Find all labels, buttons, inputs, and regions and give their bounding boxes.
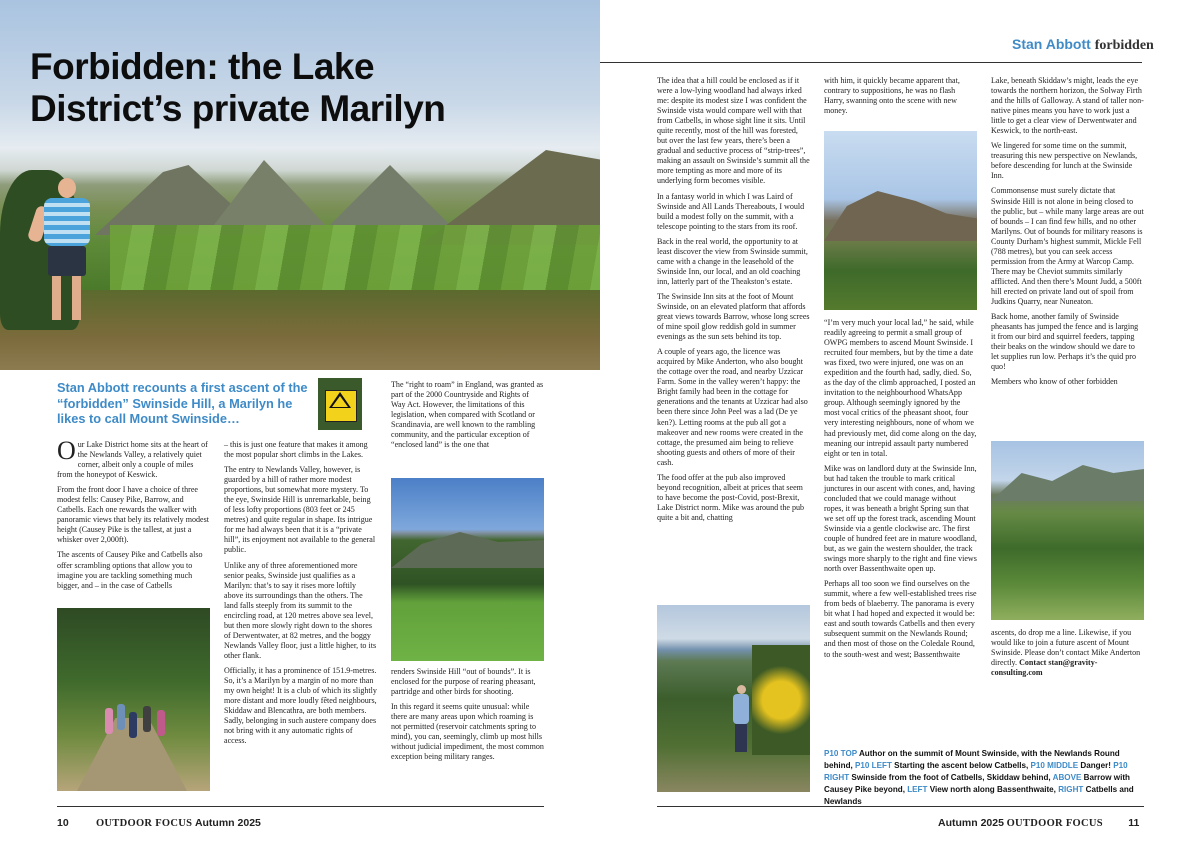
ridge-shape xyxy=(991,461,1144,501)
walker-figure xyxy=(105,708,113,734)
text-column-5-continued xyxy=(824,318,977,665)
paragraph: A couple of years ago, the licence was acquired by Mike Anderton, who also bought the cottage over the road, and nearby Uzzicar Farm. Some in the valley weren’t happy: the Bright family had been in the cottage for generations and the tenants at Uzzicar had also been there since John Peel was a lad (De ye ken?). Letting rooms at the pub all got a makeover and new rooms were created in the cottage, the presumed aim being to relieve shooting guests and others of more of their cash. xyxy=(657,347,808,467)
paragraph-text: ur Lake District home sits at the heart of the Newlands Valley, a relatively quiet corner, albeit only a couple of miles from the honeypot of Keswick. xyxy=(57,440,208,480)
paragraph: Commonsense must surely dictate that Swinside Hill is not alone in being closed to the public, but – while many large areas are out of bounds – I can find few hills, and no other Marilyns. Out of bounds for military reasons is County Durham’s highest summit, Mickle Fell (788 metres), but you can seek access permission from the Army at Warcop Camp. There may be Cheviot summits similarly afflicted. And then there’s Mount Judd, a 500ft hill erected on private land out of spoil from Judkins Quarry, near Nuneaton. xyxy=(991,186,1144,306)
paragraph: Officially, it has a prominence of 151.9-metres. So, it’s a Marilyn by a margin of no more than my own height! It is a club of which its slightly more distant and more loudly fêted neighbours, Skiddaw and Blencathra, are both members. Sadly, belonging in such austere company does not bring with it any automatic rights of access. xyxy=(224,665,377,746)
walker-figure xyxy=(731,685,751,755)
paragraph: renders Swinside Hill “out of bounds”. It is enclosed for the purpose of rearing pheasant, partridge and other birds for shooting. xyxy=(391,667,536,697)
hill-shape xyxy=(391,528,544,568)
paragraph: “I’m very much your local lad,” he said, while readily agreeing to permit a small group of OWPG members to ascend Mount Swinside. I recruited four members, but by the time a date was fixed, two were injured, one was on an expedition and the fourth had, sadly, died. So, as the day of the climb approached, I posted an invitation to the neighbourhood WhatsApp group. Although seemingly ignored by the most vocal critics of the pheasant shoot, four very interesting neighbours, none of whom we had previously met, did come along on the day, meaning our intrepid assault party numbered eight or ten in total. xyxy=(824,318,977,458)
drop-cap: O xyxy=(57,436,76,465)
caption-text: Barrow with Causey Pike beyond, xyxy=(824,773,1130,794)
magazine-name: OUTDOOR FOCUS xyxy=(1006,818,1103,829)
paragraph: Members who know of other forbidden xyxy=(991,377,1118,387)
photo-bassenthwaite-view xyxy=(657,605,810,792)
paragraph: In this regard it seems quite unusual: while there are many areas upon which roaming is not permitted (reservoir catchments spring to mind), you can, seemingly, climb up most hills without judicial impediment, the most common exception being military ranges. xyxy=(391,702,544,762)
walker-figure xyxy=(157,710,165,736)
paragraph: In a fantasy world in which I was Laird of Swinside and All Lands Thereabouts, I would build a modest folly on the summit, with a telescope pointing to the stars from its roof. xyxy=(657,191,805,231)
caption-text: Catbells and Newlands xyxy=(824,785,1134,806)
caption-key: P10 MIDDLE xyxy=(1030,761,1079,770)
photo-walkers-on-track xyxy=(57,608,210,791)
photo-swinside-hill xyxy=(391,478,544,661)
caption-text: Author on the summit of Mount Swinside, with the Newlands Round behind, xyxy=(824,749,1120,770)
caption-text: Swinside from the foot of Catbells, Skiddaw behind, xyxy=(849,773,1053,782)
paragraph xyxy=(991,628,1144,678)
top-rule xyxy=(600,62,1142,63)
author-figure xyxy=(30,178,102,328)
paragraph: Unlike any of three aforementioned more senior peaks, Swinside just qualifies as a Marilyn: that’s to say it rises more loftily above its surroundings than the others. The land falls steeply from its summit to the encircling road, at 120 metres above sea level, but then more slowly right down to the shores of Derwentwater, at 82 metres, and the boggy Newlands Valley floor, just a little higher, to its other flank. xyxy=(224,560,377,660)
caption-key: P10 LEFT xyxy=(855,761,892,770)
danger-sign-photo xyxy=(318,378,362,430)
headline xyxy=(30,46,460,130)
text-column-3 xyxy=(391,380,544,455)
mountain-shape xyxy=(210,160,330,230)
page-number: 11 xyxy=(1128,817,1140,829)
paragraph: Back in the real world, the opportunity to at least discover the view from Swinside summit, came with a change in the leasehold of the Swinside Inn, our local, and an old coaching inn, latterly part of the Theakston’s estate. xyxy=(657,236,808,286)
text-column-4 xyxy=(657,76,810,528)
paragraph: with him, it quickly became apparent that, contrary to suppositions, he was no flash Harry, swanning onto the scene with new money. xyxy=(824,76,960,116)
paragraph-text: ascents, do drop me a line. Likewise, if you would like to join a future ascent of Mount Swinside. Please don’t contact Mike Anderton directly. xyxy=(991,628,1141,668)
photo-barrow-causey-pike xyxy=(824,131,977,310)
paragraph: The entry to Newlands Valley, however, is guarded by a hill of rather more modest proportions, but somewhat more mystery. To the eye, Swinside Hill is unremarkable, being of less lofty proportions (803 feet or 245 metres) and quite regular in shape. Its intrigue for me had always been that it is a “private hill”, its enjoyment not available to the general public. xyxy=(224,465,376,555)
caption-key: P10 TOP xyxy=(824,749,857,758)
text-column-3-continued xyxy=(391,667,544,767)
paragraph: We lingered for some time on the summit, treasuring this new perspective on Newlands, before descending for lunch at the Swinside Inn. xyxy=(991,141,1138,181)
standfirst: Stan Abbott recounts a first ascent of the “forbidden” Swinside Hill, a Marilyn he likes to call Mount Swinside… xyxy=(57,380,308,426)
caption-text: Danger! xyxy=(1078,761,1114,770)
headline-line-1: Forbidden: the Lake xyxy=(30,46,375,87)
running-head-section: forbidden xyxy=(1094,38,1154,53)
ridge-shape xyxy=(824,191,977,241)
contact-line: Contact stan@gravity-consulting.com xyxy=(991,658,1098,678)
caption-key: RIGHT xyxy=(1058,785,1084,794)
gorse-bush xyxy=(752,645,810,755)
paragraph: The ascents of Causey Pike and Catbells also offer scrambling options that allow you to imagine you are tackling something much bigger, and – in the case of Catbells xyxy=(57,550,203,590)
paragraph: From the front door I have a choice of three modest fells: Causey Pike, Barrow, and Catbells. Each one rewards the walker with panoramic views that bely its relatively modest height (Causey Pike is the tallest, at just a whisker over 2,000ft). xyxy=(57,485,209,545)
paragraph: Mike was on landlord duty at the Swinside Inn, but had taken the trouble to mark critical junctures in our ascent with cones, and, having concluded that we could manage without ropes, it was beneath a bright Spring sun that we set off up the forest track, ascending Mount Swinside via a gentle clockwise arc. The first couple of hundred feet are in mature woodland, but, as we gain the western shoulder, the track swings more sharply to the right and fine views north over Bassenthwaite open up. xyxy=(824,463,977,574)
text-column-6-continued xyxy=(991,628,1144,683)
walker-figure xyxy=(143,706,151,732)
footer-rule-right xyxy=(657,806,1144,807)
footer-left xyxy=(57,817,261,829)
paragraph: Back home, another family of Swinside pheasants has jumped the fence and is larging it from our bird and squirrel feeders, tapping their beaks on the window should we dare to let supplies run low. Perhaps it’s the quid pro quo! xyxy=(991,312,1139,372)
headline-line-2: District’s private Marilyn xyxy=(30,88,446,129)
walker-figure xyxy=(129,712,137,738)
footer-right xyxy=(938,817,1139,829)
caption-key: LEFT xyxy=(907,785,928,794)
magazine-name: OUTDOOR FOCUS xyxy=(95,818,193,829)
text-column-5 xyxy=(824,76,977,121)
issue-date: Autumn 2025 xyxy=(938,817,1004,829)
paragraph: – this is just one feature that makes it among the most popular short climbs in the Lakes. xyxy=(224,440,368,460)
caption-text: Starting the ascent below Catbells, xyxy=(891,761,1031,770)
caption-text: View north along Bassenthwaite, xyxy=(927,785,1059,794)
photo-captions xyxy=(824,748,1146,808)
mountain-shape xyxy=(330,165,450,225)
paragraph: The “right to roam” in England, was granted as part of the 2000 Countryside and Rights of Way Act. However, the limitations of this legislation, when compared with Scotland or Scandinavia, are well known to the rambling community, and the particular exception of “enclosed land” is the one that xyxy=(391,380,544,450)
paragraph: The Swinside Inn sits at the foot of Mount Swinside, on an elevated platform that affords great views towards Barrow, whose long screes of mine spoil glow reddish gold in summer evenings as the sun sets behind its top. xyxy=(657,291,810,342)
page-number: 10 xyxy=(57,817,69,829)
paragraph: Perhaps all too soon we find ourselves on the summit, where a few well-established trees rise from beds of blaeberry. The panorama is every bit what I had hoped and expected it would be: east and south towards Catbells and then every subsequent summit on the Newlands Round; and then most of those on the Coledale Round, to the south-west and west; Bassenthwaite xyxy=(824,579,977,659)
paragraph: The idea that a hill could be enclosed as if it were a low-lying woodland had always irked me: despite its modest size I was confident the Swinside vista would compare well with that from Catbells, in whose sight line it sits. Until quite recently, most of the hill was forested, but over the last few years, there’s been a gradual and seductive process of “strip-trees”, making an assault on Swinside’s summit all the more tempting as more and more of its underlying form becomes visible. xyxy=(657,76,810,186)
issue-date: Autumn 2025 xyxy=(194,817,261,829)
text-column-2 xyxy=(224,440,377,751)
text-column-6 xyxy=(991,76,1144,392)
running-head-author: Stan Abbott xyxy=(1012,36,1091,52)
paragraph: Lake, beneath Skiddaw’s might, leads the eye towards the northern horizon, the Solway Firth and the hills of Galloway. A stand of taller non-native pines means you have to work just a little to get a clear view of Derwentwater and Keswick, to the north-east. xyxy=(991,76,1144,136)
text-column-1 xyxy=(57,436,209,596)
footer-rule-left xyxy=(57,806,544,807)
paragraph xyxy=(57,436,209,480)
caption-key: P10 RIGHT xyxy=(824,761,1128,782)
walker-figure xyxy=(117,704,125,730)
running-head xyxy=(1012,36,1154,54)
caption-key: ABOVE xyxy=(1052,773,1082,782)
photo-catbells-newlands xyxy=(991,441,1144,620)
paragraph: The food offer at the pub also improved beyond recognition, albeit at prices that seem to have become the post-Covid, post-Brexit, Lake District norm. Mike was around the pub quite a bit and, chatting xyxy=(657,472,805,522)
